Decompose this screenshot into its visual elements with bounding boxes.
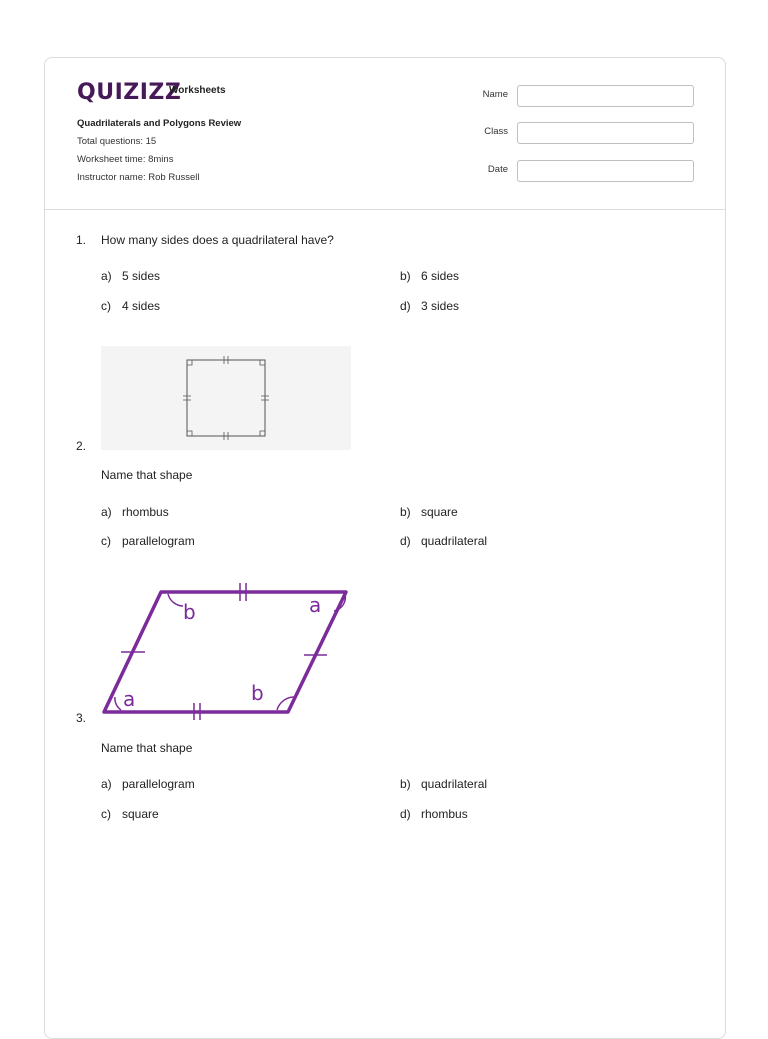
- option-letter: d): [400, 807, 411, 821]
- question-text: How many sides does a quadrilateral have?: [101, 233, 334, 247]
- answer-option: [101, 299, 160, 313]
- worksheet-time: Worksheet time: 8mins: [77, 154, 174, 165]
- option-letter: b): [400, 505, 411, 519]
- name-field[interactable]: [517, 85, 694, 107]
- option-text: quadrilateral: [421, 534, 488, 548]
- option-text: rhombus: [421, 807, 468, 821]
- class-label: Class: [484, 126, 508, 137]
- quizizz-logo: QUIZIZZ: [77, 80, 182, 105]
- name-label: Name: [482, 89, 508, 100]
- answer-option: [101, 534, 195, 548]
- answer-option: [101, 777, 195, 791]
- answer-option: [400, 534, 487, 548]
- instructor-name: Instructor name: Rob Russell: [77, 172, 200, 183]
- square-figure: [101, 346, 351, 450]
- option-letter: d): [400, 299, 411, 313]
- question-number: 1.: [76, 233, 87, 247]
- answer-option: [400, 269, 459, 283]
- question-text: Name that shape: [101, 741, 193, 755]
- option-letter: d): [400, 534, 411, 548]
- option-letter: c): [101, 299, 111, 313]
- option-letter: c): [101, 534, 111, 548]
- option-text: square: [122, 807, 159, 821]
- logo-subtitle: Worksheets: [169, 85, 226, 96]
- option-letter: b): [400, 777, 411, 791]
- angle-label-a-bottom: a: [123, 687, 136, 711]
- answer-option: [400, 807, 468, 821]
- question-text: Name that shape: [101, 468, 193, 482]
- date-label: Date: [487, 164, 508, 175]
- option-text: quadrilateral: [421, 777, 488, 791]
- answer-option: [400, 777, 487, 791]
- option-text: parallelogram: [122, 534, 195, 548]
- answer-option: [101, 505, 169, 519]
- option-letter: c): [101, 807, 111, 821]
- worksheet-title: Quadrilaterals and Polygons Review: [77, 118, 242, 129]
- option-letter: a): [101, 269, 112, 283]
- option-letter: b): [400, 269, 411, 283]
- option-text: 3 sides: [421, 299, 460, 313]
- option-text: rhombus: [122, 505, 169, 519]
- option-text: 6 sides: [421, 269, 460, 283]
- option-letter: a): [101, 777, 112, 791]
- total-questions: Total questions: 15: [77, 136, 157, 147]
- option-text: square: [421, 505, 458, 519]
- answer-option: [101, 269, 160, 283]
- worksheet-page: [44, 57, 726, 1039]
- class-field[interactable]: [517, 122, 694, 144]
- angle-label-b-bottom: b: [251, 681, 264, 705]
- angle-label-b-top: b: [183, 600, 196, 624]
- answer-option: [400, 299, 459, 313]
- answer-option: [400, 505, 458, 519]
- option-text: 5 sides: [122, 269, 161, 283]
- angle-label-a-top: a: [309, 593, 322, 617]
- date-field[interactable]: [517, 160, 694, 182]
- question-number: 3.: [76, 711, 87, 725]
- worksheet-header: [45, 58, 725, 210]
- question-number: 2.: [76, 439, 87, 453]
- parallelogram-figure: [101, 580, 351, 720]
- answer-option: [101, 807, 159, 821]
- option-text: 4 sides: [122, 299, 161, 313]
- option-letter: a): [101, 505, 112, 519]
- option-text: parallelogram: [122, 777, 195, 791]
